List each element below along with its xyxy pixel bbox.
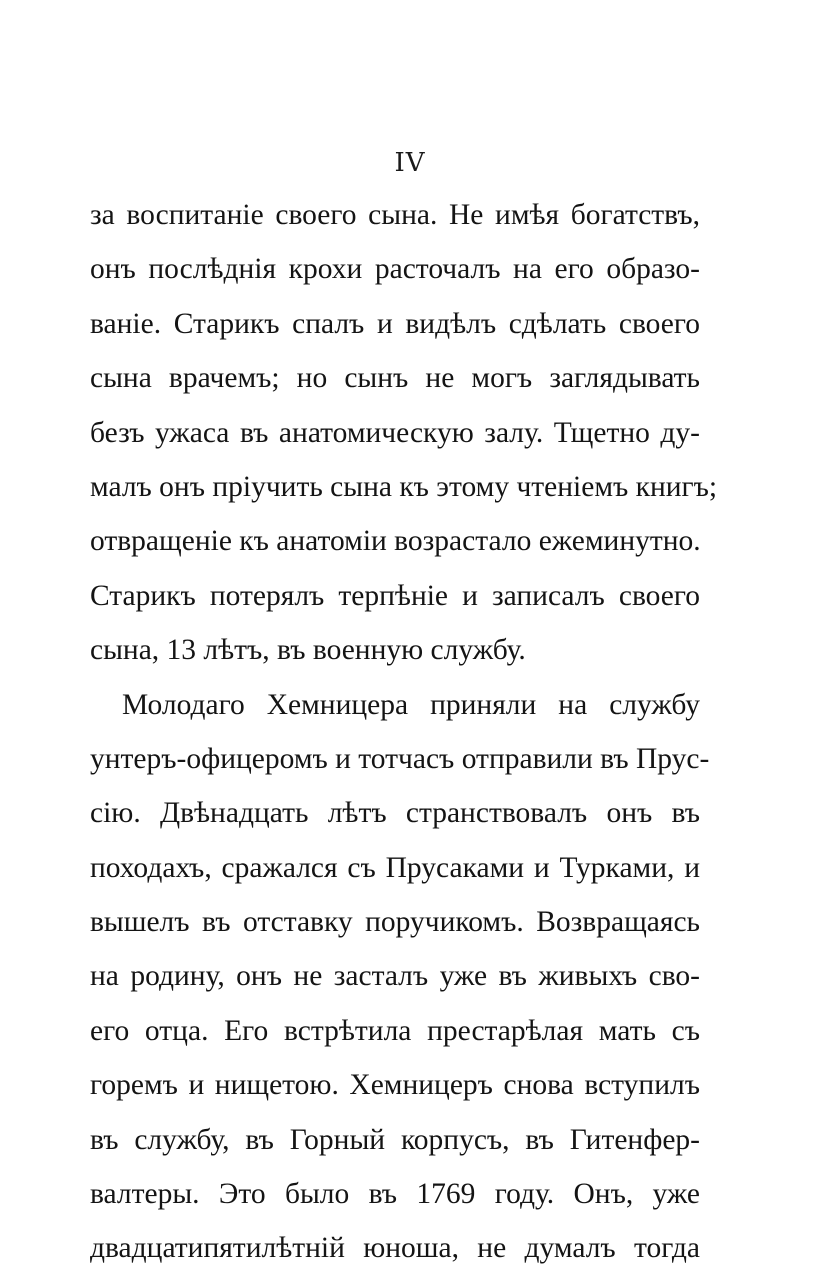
text-line: Молодаго Хемницера приняли на службу <box>122 688 700 721</box>
text-line: Старикъ потерялъ терпѣніе и записалъ своего <box>90 579 700 612</box>
text-line: унтеръ-офицеромъ и тотчасъ отправили въ Прус- <box>90 742 710 775</box>
text-line: на родину, онъ не засталъ уже въ живыхъ сво- <box>90 960 700 993</box>
text-line: ваніе. Старикъ спалъ и видѣлъ сдѣлать своего <box>90 307 700 340</box>
text-line: безъ ужаса въ анатомическую залу. Тщетно ду- <box>90 416 700 449</box>
body-text <box>90 188 718 1276</box>
text-line: малъ онъ пріучить сына къ этому чтеніемъ книгъ; <box>90 470 718 503</box>
text-line: вышелъ въ отставку поручикомъ. Возвращаясь <box>90 906 700 939</box>
text-line: сію. Двѣнадцать лѣтъ странствовалъ онъ въ <box>90 797 700 830</box>
text-line: онъ послѣднія крохи расточалъ на его образо- <box>90 253 700 286</box>
text-line: походахъ, сражался съ Прусаками и Турками, и <box>90 851 700 884</box>
text-line: его отца. Его встрѣтила престарѣлая мать съ <box>90 1014 700 1047</box>
text-line: сына, 13 лѣтъ, въ военную службу. <box>90 634 526 667</box>
text-line: двадцатипятилѣтній юноша, не думалъ тогда <box>90 1232 700 1265</box>
text-line: за воспитаніе своего сына. Не имѣя богатствъ, <box>90 199 700 231</box>
page-number: IV <box>394 148 426 178</box>
text-line: отвращеніе къ анатоміи возрастало ежеминутно. <box>90 525 701 558</box>
text-line: сына врачемъ; но сынъ не могъ заглядывать <box>90 362 700 395</box>
text-line: въ службу, въ Горный корпусъ, въ Гитенфер- <box>90 1123 700 1156</box>
text-line: горемъ и нищетою. Хемницеръ снова вступилъ <box>90 1069 700 1102</box>
text-line: валтеры. Это было въ 1769 году. Онъ, уже <box>90 1178 700 1211</box>
